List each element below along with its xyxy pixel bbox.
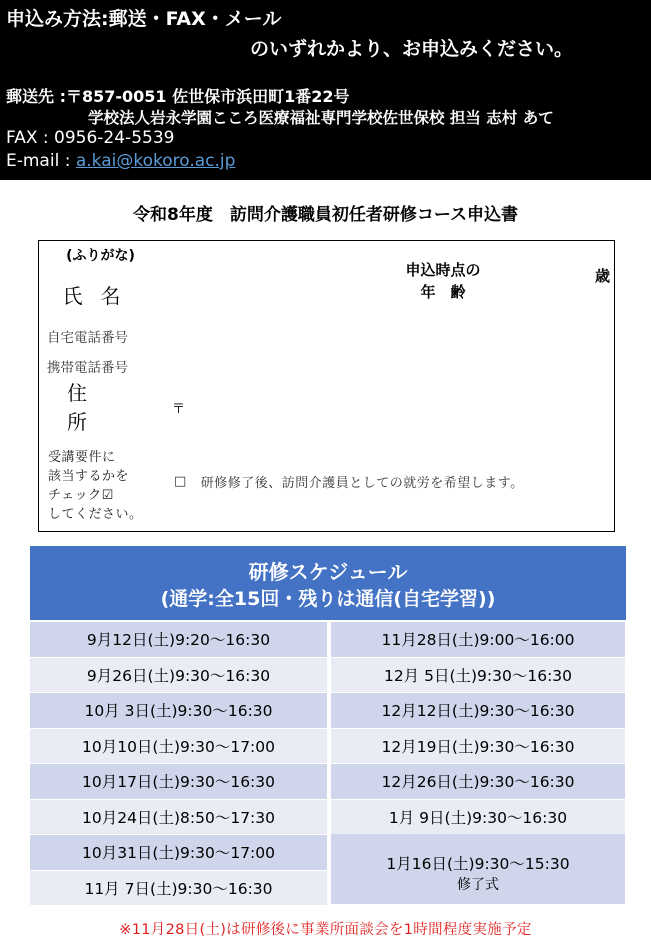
- mail-address: 郵送先 :〒857-0051 佐世保市浜田町1番22号: [6, 87, 350, 106]
- furigana-field[interactable]: [162, 241, 383, 268]
- schedule-slot-right: 11月28日(土)9:00〜16:00: [331, 622, 625, 657]
- schedule-slot-left: 11月 7日(土)9:30〜16:30: [30, 871, 327, 906]
- final-session-caption: 修了式: [457, 877, 499, 893]
- method-line-1: 申込み方法:郵送・FAX・メール: [6, 8, 282, 30]
- application-form: [38, 240, 615, 532]
- age-unit: 歳: [594, 266, 610, 285]
- postal-mark: 〒: [172, 401, 186, 417]
- fax-number: FAX : 0956-24-5539: [6, 128, 175, 148]
- schedule-slot-right: 12月26日(土)9:30〜16:30: [331, 764, 625, 799]
- email-row: [6, 151, 235, 171]
- age-label-line1: 申込時点の: [405, 261, 481, 279]
- footnote: ※11月28日(土)は研修後に事業所面談会を1時間程度実施予定: [119, 922, 532, 938]
- schedule-slot-left: 10月17日(土)9:30〜16:30: [30, 764, 327, 799]
- requirement-text: 研修修了後、訪問介護員としての就労を希望します。: [200, 476, 524, 491]
- schedule-slot-left: 10月10日(土)9:30〜17:00: [30, 729, 327, 764]
- mobile-phone-field[interactable]: [162, 351, 616, 380]
- email-link[interactable]: a.kai@kokoro.ac.jp: [75, 151, 236, 171]
- schedule-slot-left: 10月 3日(土)9:30〜16:30: [30, 693, 327, 728]
- contact-header: [0, 0, 651, 180]
- final-session-date: 1月16日(土)9:30〜15:30: [386, 855, 570, 873]
- age-label-line2: 年 齢: [420, 283, 466, 301]
- final-session: [331, 834, 625, 904]
- schedule-slot-right: 12月 5日(土)9:30〜16:30: [331, 658, 625, 693]
- schedule-slot-right: 12月12日(土)9:30〜16:30: [331, 693, 625, 728]
- name-field[interactable]: [162, 268, 383, 321]
- requirement-label: 受講要件に 該当するかを チェック☑ してください。: [48, 449, 143, 522]
- address-field[interactable]: [162, 380, 616, 432]
- method-line-2: のいずれかより、お申込みください。: [250, 38, 574, 60]
- home-phone-label: 自宅電話番号: [47, 330, 128, 346]
- age-field[interactable]: [503, 241, 616, 321]
- schedule-slot-right: 12月19日(土)9:30〜16:30: [331, 729, 625, 764]
- schedule-title: 研修スケジュール: [248, 560, 408, 584]
- form-title: 令和8年度 訪問介護職員初任者研修コース申込書: [133, 205, 518, 225]
- schedule-slot-left: 10月31日(土)9:30〜17:00: [30, 835, 327, 870]
- age-label: [383, 241, 503, 321]
- furigana-label: (ふりがな): [66, 247, 135, 264]
- schedule-subtitle: (通学:全15回・残りは通信(自宅学習)): [160, 588, 496, 610]
- schedule-slot-left: 9月12日(土)9:20〜16:30: [30, 622, 327, 657]
- mobile-phone-label: 携帯電話番号: [47, 359, 128, 376]
- requirement-option[interactable]: [162, 432, 616, 531]
- schedule-slot-left: 10月24日(土)8:50〜17:30: [30, 800, 327, 835]
- email-label: E-mail :: [6, 151, 76, 171]
- home-phone-field[interactable]: [162, 321, 616, 351]
- name-label: 氏名: [62, 284, 139, 308]
- schedule-slot-right: 1月 9日(土)9:30〜16:30: [331, 800, 625, 835]
- address-label: 住所: [67, 381, 115, 434]
- schedule-header: [30, 546, 626, 620]
- schedule-slot-left: 9月26日(土)9:30〜16:30: [30, 658, 327, 693]
- requirement-checkbox[interactable]: □: [174, 474, 187, 489]
- mail-recipient: 学校法人岩永学園こころ医療福祉専門学校佐世保校 担当 志村 あて: [88, 109, 554, 127]
